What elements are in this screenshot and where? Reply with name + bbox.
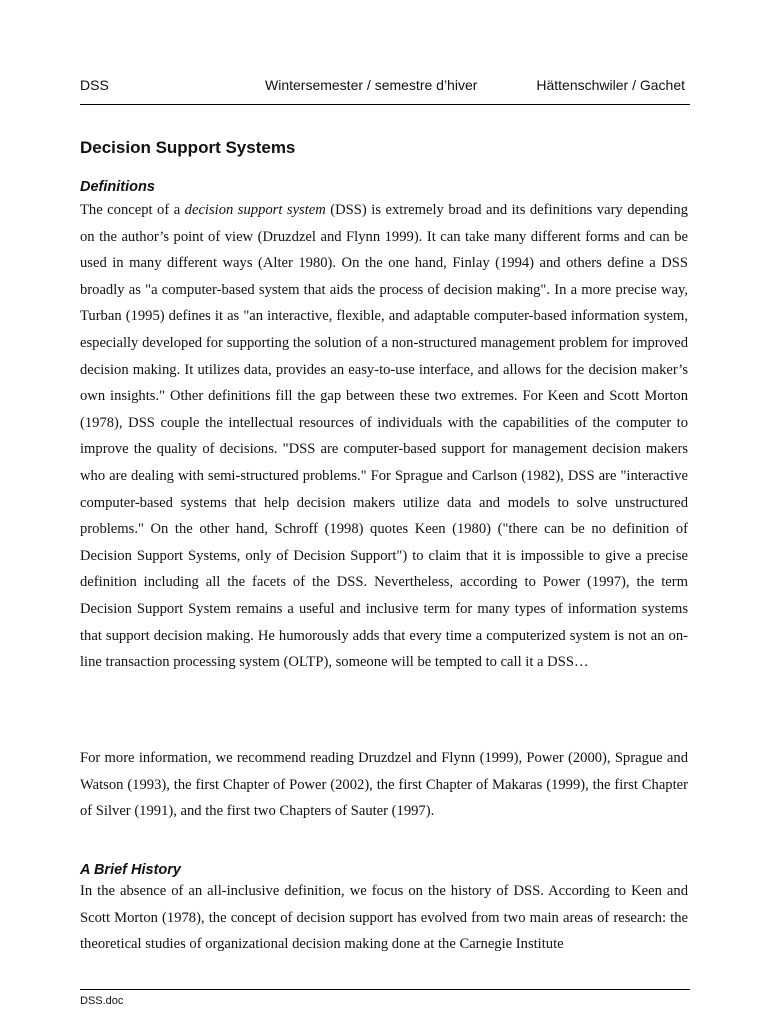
page-footer	[80, 989, 690, 1007]
definitions-p1-body: (DSS) is extremely broad and its definitions vary depending on the author’s point of view (Druzdzel and Flynn 1999). It can take many different forms and can be used in many different ways (Alter 1980). On the one hand, Finlay (1994) and others define a DSS broadly as "a computer-based system that aids the process of decision making". In a more precise way, Turban (1995) defines it as "an interactive, flexible, and adaptable computer-based information system, especially developed for supporting the solution of a non-structured management problem for improved decision making. It utilizes data, provides an easy-to-use interface, and allows for the decision maker’s own insights." Other definitions fill the gap between these two extremes. For Keen and Scott Morton (1978), DSS couple the intellectual resources of individuals with the capabilities of the computer to improve the quality of decisions. "DSS are computer-based support for management decision makers who are dealing with semi-structured problems." For Sprague and Carlson (1982), DSS are "interactive computer-based systems that help decision makers utilize data and models to solve unstructured problems." On the other hand, Schroff (1998) quotes Keen (1980) ("there can be no definition of Decision Support Systems, only of Decision Support") to claim that it is impossible to give a precise definition including all the facets of the DSS. Nevertheless, according to Power (1997), the term Decision Support System remains a useful and inclusive term for many types of information systems that support decision making. He humorously adds that every time a computerized system is not an on-line transaction processing system (OLTP), someone will be tempted to call it a DSS…	[80, 202, 689, 671]
footer-filename: DSS.doc	[80, 995, 124, 1007]
page-header	[80, 76, 690, 105]
section-heading-history: A Brief History	[80, 862, 181, 878]
definitions-p1-intro: The concept of a	[80, 202, 185, 218]
definitions-paragraph-2: For more information, we recommend reading Druzdzel and Flynn (1999), Power (2000), Sprague and Watson (1993), the first Chapter of Power (2002), the first Chapter of Makaras (1999), the first Chapter of Silver (1991), and the first two Chapters of Sauter (1997).	[80, 750, 688, 820]
history-paragraph-1: In the absence of an all-inclusive definition, we focus on the history of DSS. According to Keen and Scott Morton (1978), the concept of decision support has evolved from two main areas of research: the theoretical studies of organizational decision making done at the Carnegie Institute	[80, 883, 688, 953]
definitions-p1-emphasis: decision support system	[184, 202, 326, 218]
header-authors: Hättenschwiler / Gachet	[536, 77, 685, 93]
section-heading-definitions: Definitions	[80, 179, 155, 195]
header-semester: Wintersemester / semestre d’hiver	[265, 77, 478, 93]
page-title: Decision Support Systems	[80, 138, 296, 157]
definitions-paragraph-1	[80, 197, 688, 676]
header-course: DSS	[80, 77, 109, 93]
